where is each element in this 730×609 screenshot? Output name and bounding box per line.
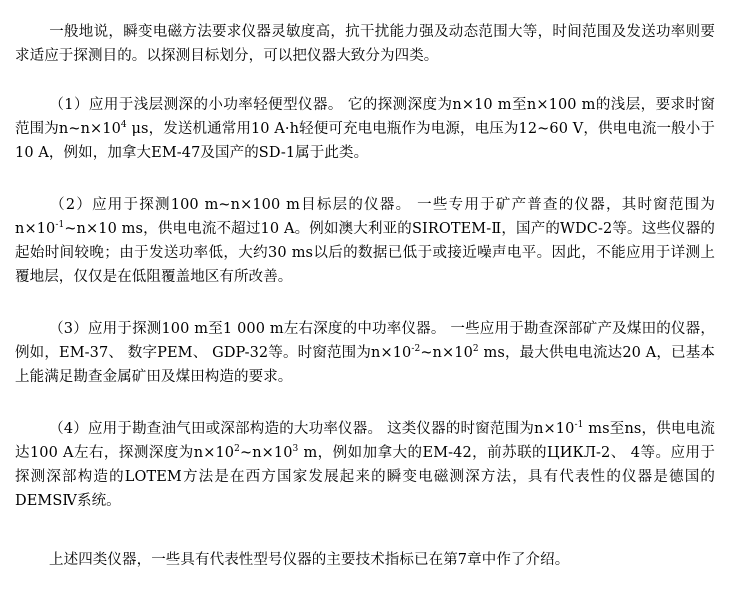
paragraph-text: （1）应用于浅层测深的小功率轻便型仪器。 它的探测深度为n×10 m至n×100 m的浅层，要求时窗范围为n~n×10	[15, 97, 715, 137]
paragraph-category-4	[15, 417, 715, 513]
superscript: 3	[292, 444, 299, 454]
paragraph-text: （3）应用于探测100 m至1 000 m左右深度的中功率仪器。 一些应用于勘查深部矿产及煤田的仪器，例如，EM-37、 数字PEM、 GDP-32等。时窗范围为n×10	[15, 321, 715, 361]
paragraph-summary	[15, 548, 715, 572]
superscript: 2	[234, 444, 240, 454]
paragraph-category-3	[15, 317, 715, 389]
paragraph-category-2	[15, 193, 715, 289]
superscript: 4	[120, 120, 127, 130]
paragraph-text: ~n×10	[239, 445, 293, 461]
paragraph-text: m，例如加拿大的EM-42，前苏联的ЦИКЛ-2、 4等。应用于探测深部构造的LOTEM方法是在西方国家发展起来的瞬变电磁测深方法，具有代表性的仪器是德国的DEMSⅣ系统。	[15, 445, 715, 509]
superscript: -1	[574, 420, 584, 430]
paragraph-text: ~n×10 ms，供电电流不超过10 A。例如澳大利亚的SIROTEM-Ⅱ，国产的WDC-2等。这些仪器的起始时间较晚；由于发送功率低，大约30 ms以后的数据已低于或接近噪声电平。因此，不能应用于详测上覆地层，仅仅是在低阻覆盖地区有所改善。	[15, 221, 715, 285]
paragraph-text: ms至ns，供电电流达100 A左右，探测深度为n×10	[15, 421, 715, 461]
superscript: -2	[411, 344, 421, 354]
paragraph-category-1	[15, 93, 715, 165]
superscript: 2	[472, 344, 479, 354]
paragraph-text: 一般地说，瞬变电磁方法要求仪器灵敏度高，抗干扰能力强及动态范围大等，时间范围及发送功率则要求适应于探测目的。以探测目标划分，可以把仪器大致分为四类。	[15, 24, 715, 64]
paragraph-text: μs，发送机通常用10 A·h轻便可充电电瓶作为电源，电压为12~60 V，供电电流一般小于10 A，例如，加拿大EM-47及国产的SD-1属于此类。	[15, 121, 716, 161]
paragraph-text: 上述四类仪器，一些具有代表性型号仪器的主要技术指标已在第7章中作了介绍。	[49, 552, 570, 568]
paragraph-text: （2）应用于探测100 m~n×100 m目标层的仪器。 一些专用于矿产普查的仪器，其时窗范围为n×10	[15, 197, 715, 237]
superscript: -1	[55, 220, 65, 230]
paragraph-text: ~n×10	[420, 345, 473, 361]
paragraph-intro	[15, 20, 715, 68]
paragraph-text: （4）应用于勘查油气田或深部构造的大功率仪器。 这类仪器的时窗范围为n×10	[49, 421, 575, 437]
paragraph-text: ms，最大供电电流达20 A，已基本上能满足勘查金属矿田及煤田构造的要求。	[15, 345, 715, 385]
